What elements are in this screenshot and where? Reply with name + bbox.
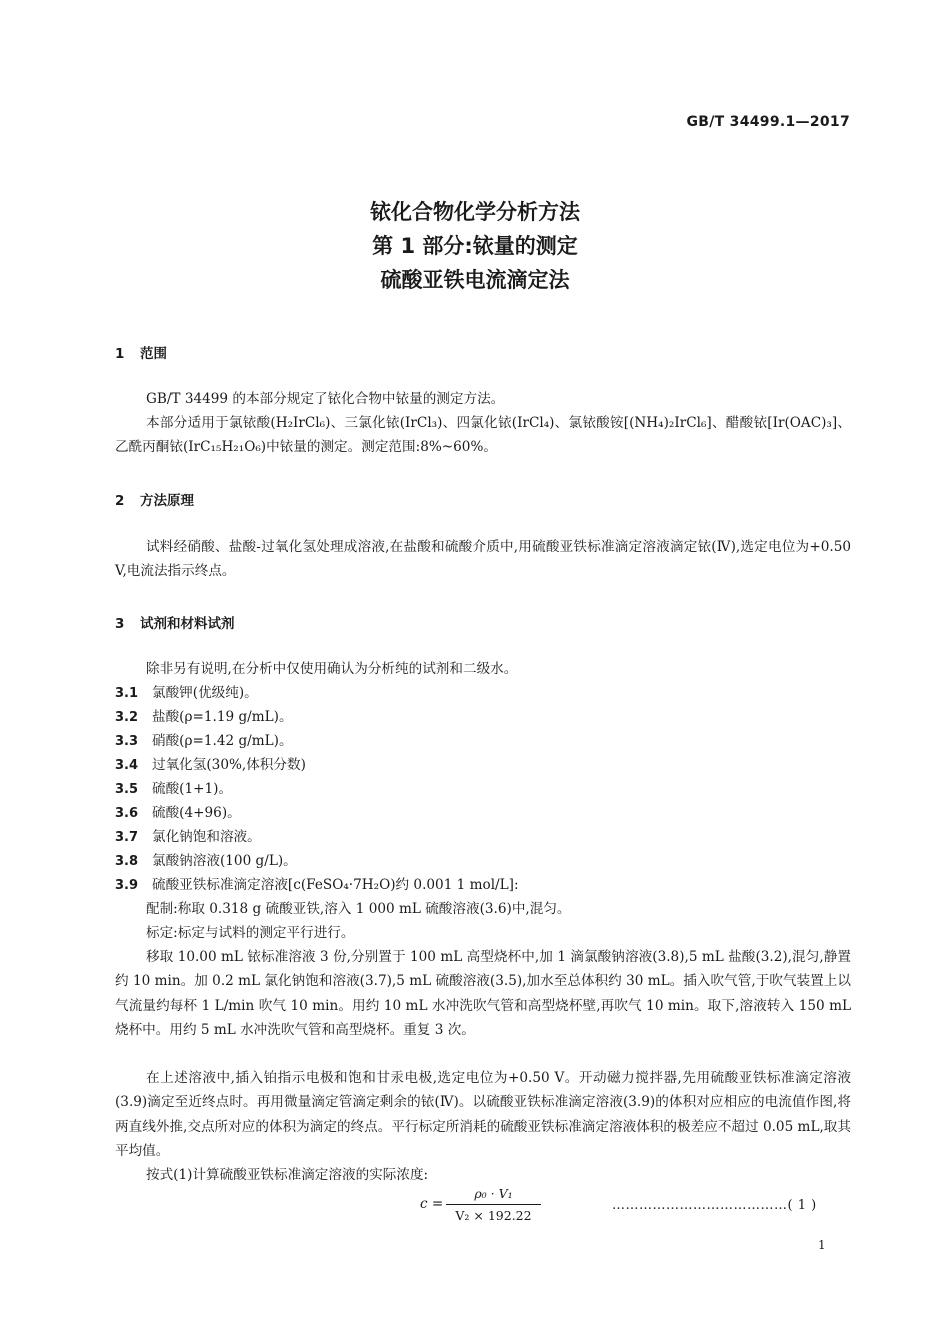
list-item: 3.8 氯酸钠溶液(100 g/L)。: [115, 853, 297, 869]
document-title-line-3: 硫酸亚铁电流滴定法: [380, 268, 570, 292]
formula-number: [612, 1198, 817, 1213]
section-title: 试剂和材料试剂: [140, 616, 235, 632]
page-number: 1: [818, 1238, 826, 1252]
section-2-paragraph-1: 试料经硝酸、盐酸-过氧化氢处理成溶液,在盐酸和硫酸介质中,用硫酸亚铁标准滴定溶液滴定铱(Ⅳ),选定电位为+0.50 V,电流法指示终点。: [115, 539, 851, 580]
formula-label: ( 1 ): [787, 1198, 817, 1213]
section-3-heading: [115, 612, 235, 632]
section-number: 1: [115, 346, 125, 362]
section-2-heading: [115, 489, 194, 509]
section-3-intro: 除非另有说明,在分析中仅使用确认为分析纯的试剂和二级水。: [146, 661, 518, 677]
document-title-line-1: 铱化合物化学分析方法: [370, 200, 580, 224]
list-item: 3.9 硫酸亚铁标准滴定溶液[c(FeSO₄·7H₂O)约 0.001 1 mol/L]:: [115, 877, 519, 893]
list-item: 3.1 氯酸钾(优级纯)。: [115, 685, 258, 701]
calibration-text: 标定:标定与试料的测定平行进行。: [146, 925, 355, 941]
titration-procedure-paragraph: 在上述溶液中,插入铂指示电极和饱和甘汞电极,选定电位为+0.50 V。开动磁力搅拌器,先用硫酸亚铁标准滴定溶液(3.9)滴定至近终点时。再用微量滴定管滴定剩余的铱(Ⅳ)。以硫酸亚铁标准滴定溶液(3.9)的体积对应相应的电流值作图,将两直线外推,交点所对应的体积为滴定的终点。平行标定所消耗的硫酸亚铁标准滴定溶液体积的极差应不超过 0.05 mL,取其平均值。: [115, 1070, 851, 1160]
section-1-paragraph-2: 本部分适用于氯铱酸(H₂IrCl₆)、三氯化铱(IrCl₃)、四氯化铱(IrCl₄)、氯铱酸铵[(NH₄)₂IrCl₆]、醋酸铱[Ir(OAC)₃]、乙酰丙酮铱(IrC₁₅H₂₁O₆)中铱量的测定。测定范围:8%~60%。: [115, 415, 851, 456]
preparation-text: 配制:称取 0.318 g 硫酸亚铁,溶入 1 000 mL 硫酸溶液(3.6)中,混匀。: [146, 901, 571, 917]
formula-intro: 按式(1)计算硫酸亚铁标准滴定溶液的实际浓度:: [146, 1167, 429, 1183]
list-item: 3.4 过氧化氢(30%,体积分数): [115, 757, 306, 773]
section-number: 2: [115, 493, 125, 509]
leader-dots: …………………………………: [612, 1198, 788, 1213]
list-item: 3.7 氯化钠饱和溶液。: [115, 829, 261, 845]
section-title: 范围: [140, 346, 167, 362]
standard-number: GB/T 34499.1—2017: [686, 114, 850, 130]
formula-lhs: c =: [420, 1196, 444, 1212]
formula-fraction: [446, 1186, 541, 1223]
list-item: 3.5 硫酸(1+1)。: [115, 781, 233, 797]
section-1-heading: [115, 342, 167, 362]
list-item: 3.3 硝酸(ρ=1.42 g/mL)。: [115, 733, 293, 749]
section-title: 方法原理: [140, 493, 194, 509]
transfer-procedure-paragraph: 移取 10.00 mL 铱标准溶液 3 份,分别置于 100 mL 高型烧杯中,加 1 滴氯酸钠溶液(3.8),5 mL 盐酸(3.2),混匀,静置约 10 min。加 0.2 mL 氯化钠饱和溶液(3.7),5 mL 硫酸溶液(3.5),加水至总体积约 30 mL。插入吹气管,于吹气装置上以气流量约每杯 1 L/min 吹气 10 min。用约 10 mL 水冲洗吹气管和高型烧杯壁,再吹气 10 min。取下,溶液转入 150 mL 烧杯中。用约 5 mL 水冲洗吹气管和高型烧杯。重复 3 次。: [115, 949, 851, 1039]
list-item: 3.2 盐酸(ρ=1.19 g/mL)。: [115, 709, 293, 725]
document-title-line-2: 第 1 部分:铱量的测定: [372, 234, 578, 258]
list-item: 3.6 硫酸(4+96)。: [115, 805, 241, 821]
formula-numerator: ρ₀ · V₁: [446, 1186, 541, 1205]
section-number: 3: [115, 616, 125, 632]
formula-denominator: V₂ × 192.22: [455, 1208, 532, 1223]
section-1-paragraph-1: GB/T 34499 的本部分规定了铱化合物中铱量的测定方法。: [146, 391, 505, 407]
